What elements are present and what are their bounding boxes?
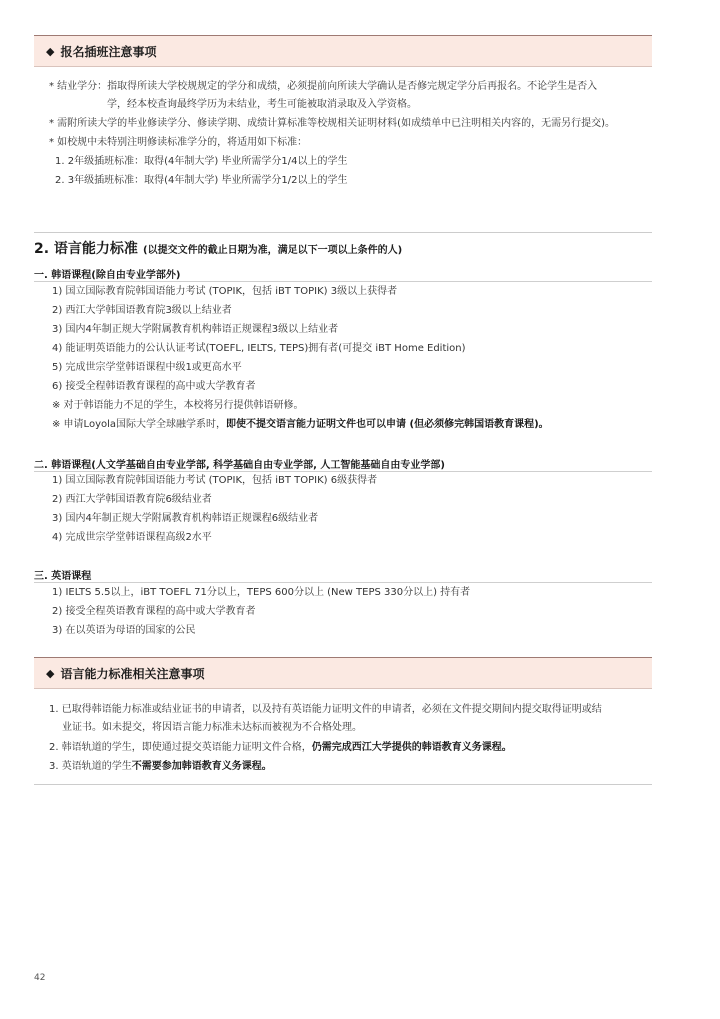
note-box-registration (34, 35, 652, 233)
list-item (52, 418, 549, 432)
divider (34, 582, 652, 583)
note2-item (49, 741, 512, 755)
note1-item: 2. 3年级插班标准：取得(4年制大学) 毕业所需学分1/2以上的学生 (55, 175, 348, 186)
list-item: 5) 完成世宗学堂韩语课程中级1或更高水平 (52, 362, 242, 373)
note-box-header (34, 35, 652, 67)
note1-item: 1. 2年级插班标准：取得(4年制大学) 毕业所需学分1/4以上的学生 (55, 156, 348, 167)
note2-item: 业证书。如未提交，将因语言能力标准未达标而被视为不合格处理。 (62, 722, 362, 733)
diamond-icon: ◆ (46, 44, 55, 58)
note-box-title: 语言能力标准相关注意事项 (60, 666, 205, 681)
list-item: 2) 西江大学韩国语教育院6级结业者 (52, 494, 212, 505)
note-box-header (34, 657, 652, 689)
note1-item: 学，经本校查询最终学历为未结业，考生可能被取消录取及入学资格。 (107, 99, 417, 110)
note-box-title: 报名插班注意事项 (60, 44, 157, 59)
note2-item-text: 3. 英语轨道的学生 (49, 761, 132, 772)
section-title-main: 2. 语言能力标准 (34, 241, 138, 257)
note1-item: * 如校规中未特别注明修读标准学分的，将适用如下标准： (49, 137, 308, 148)
list-item: 2) 接受全程英语教育课程的高中或大学教育者 (52, 606, 256, 617)
section-title-note: (以提交文件的截止日期为准，满足以下一项以上条件的人) (143, 245, 403, 256)
divider (34, 281, 652, 282)
note2-item-emphasis: 仍需完成西江大学提供的韩语教育义务课程。 (311, 742, 512, 753)
list-item: 4) 完成世宗学堂韩语课程高级2水平 (52, 532, 212, 543)
group-title: 一. 韩语课程(除自由专业学部外) (34, 270, 181, 281)
list-item-emphasis: 即使不提交语言能力证明文件也可以申请 (但必须修完韩国语教育课程)。 (226, 419, 549, 430)
list-item: 3) 国内4年制正规大学附属教育机构韩语正规课程3级以上结业者 (52, 324, 339, 335)
page-number: 42 (34, 973, 46, 983)
list-item: 1) 国立国际教育院韩国语能力考试 (TOPIK，包括 iBT TOPIK) 3级以上获得者 (52, 286, 398, 297)
list-item: 3) 国内4年制正规大学附属教育机构韩语正规课程6级结业者 (52, 513, 319, 524)
list-item-text: ※ 申请Loyola国际大学全球融学系时， (52, 419, 227, 430)
list-item: 3) 在以英语为母语的国家的公民 (52, 625, 196, 636)
note1-item: * 需附所读大学的毕业修读学分、修读学期、成绩计算标准等校规相关证明材料(如成绩单中已注明相关内容的，无需另行提交)。 (49, 118, 615, 129)
group-title: 二. 韩语课程(人文学基础自由专业学部, 科学基础自由专业学部, 人工智能基础自由专业学部) (34, 460, 445, 471)
note2-item (49, 760, 272, 774)
note2-item-text: 2. 韩语轨道的学生，即使通过提交英语能力证明文件合格， (49, 742, 312, 753)
list-item: 4) 能证明英语能力的公认认证考试(TOEFL, IELTS, TEPS)拥有者(可提交 iBT Home Edition) (52, 343, 466, 354)
divider (34, 471, 652, 472)
list-item: ※ 对于韩语能力不足的学生，本校将另行提供韩语研修。 (52, 400, 304, 411)
list-item: 1) IELTS 5.5以上，iBT TOEFL 71分以上，TEPS 600分以上 (New TEPS 330分以上) 持有者 (52, 587, 471, 598)
list-item: 6) 接受全程韩语教育课程的高中或大学教育者 (52, 381, 256, 392)
diamond-icon: ◆ (46, 666, 55, 680)
note2-item: 1. 已取得韩语能力标准或结业证书的申请者，以及持有英语能力证明文件的申请者，必须在文件提交期间内提交取得证明或结 (49, 704, 602, 715)
note2-item-emphasis: 不需要参加韩语教育义务课程。 (131, 761, 272, 772)
list-item: 2) 西江大学韩国语教育院3级以上结业者 (52, 305, 232, 316)
note1-item: * 结业学分：指取得所读大学校规规定的学分和成绩，必须提前向所读大学确认是否修完规定学分后再报名。不论学生是否入 (49, 81, 598, 92)
section-title (34, 238, 402, 258)
list-item: 1) 国立国际教育院韩国语能力考试 (TOPIK，包括 iBT TOPIK) 6级获得者 (52, 475, 378, 486)
group-title: 三. 英语课程 (34, 571, 92, 582)
